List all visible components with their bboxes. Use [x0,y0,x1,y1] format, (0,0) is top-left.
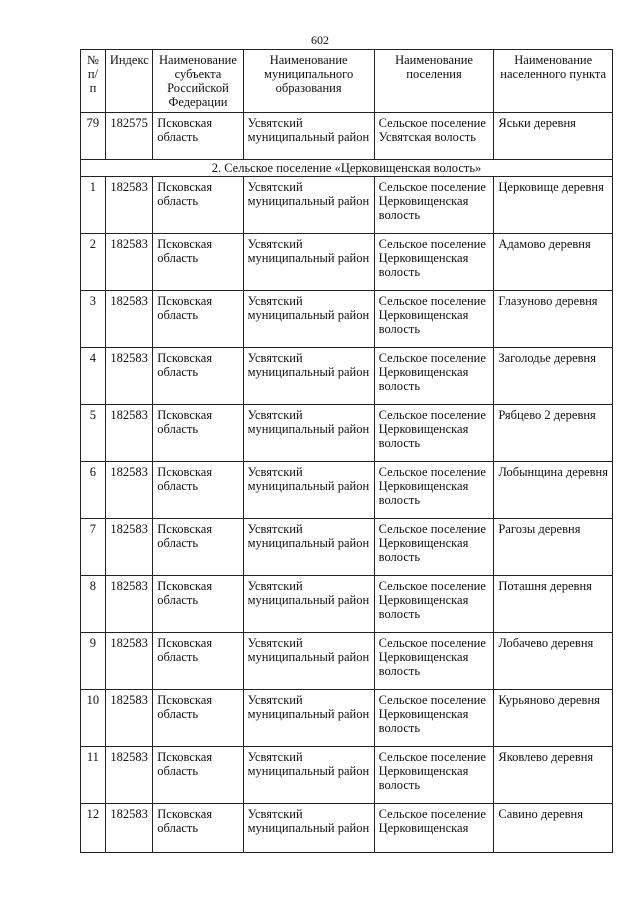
table-row [81,747,613,804]
cell-num: 1 [81,177,106,234]
cell-settlement: Сельское поселение Церковищенская волость [374,291,494,348]
cell-settlement: Сельское поселение Церковищенская волость [374,348,494,405]
cell-subject: Псковская область [153,234,243,291]
table-row [81,462,613,519]
header-num: № п/п [81,50,106,113]
cell-locality: Курьяново деревня [494,690,613,747]
cell-num: 79 [81,113,106,160]
cell-settlement: Сельское поселение Церковищенская волость [374,405,494,462]
cell-locality: Яськи деревня [494,113,613,160]
cell-index: 182583 [105,177,152,234]
cell-municipal: Усвятский муниципальный район [243,291,374,348]
cell-subject: Псковская область [153,177,243,234]
cell-locality: Рябцево 2 деревня [494,405,613,462]
cell-num: 8 [81,576,106,633]
cell-subject: Псковская область [153,519,243,576]
section-title: 2. Сельское поселение «Церковищенская волость» [81,160,613,177]
cell-municipal: Усвятский муниципальный район [243,234,374,291]
cell-subject: Псковская область [153,633,243,690]
cell-index: 182583 [105,576,152,633]
cell-locality: Глазуново деревня [494,291,613,348]
section-row [81,160,613,177]
table-row [81,177,613,234]
cell-settlement: Сельское поселение Церковищенская волость [374,462,494,519]
cell-subject: Псковская область [153,405,243,462]
cell-index: 182583 [105,804,152,853]
cell-municipal: Усвятский муниципальный район [243,113,374,160]
cell-settlement: Сельское поселение Церковищенская волость [374,633,494,690]
table-row [81,348,613,405]
cell-municipal: Усвятский муниципальный район [243,462,374,519]
table-row [81,234,613,291]
cell-num: 6 [81,462,106,519]
cell-num: 10 [81,690,106,747]
header-subject: Наименование субъекта Российской Федерации [153,50,243,113]
cell-index: 182583 [105,348,152,405]
cell-settlement: Сельское поселение Церковищенская волость [374,234,494,291]
cell-municipal: Усвятский муниципальный район [243,633,374,690]
cell-locality: Савино деревня [494,804,613,853]
cell-num: 9 [81,633,106,690]
cell-num: 12 [81,804,106,853]
cell-num: 11 [81,747,106,804]
cell-subject: Псковская область [153,576,243,633]
cell-locality: Поташня деревня [494,576,613,633]
table-row [81,690,613,747]
table-row [81,519,613,576]
cell-subject: Псковская область [153,690,243,747]
cell-settlement: Сельское поселение Церковищенская волость [374,177,494,234]
cell-num: 5 [81,405,106,462]
cell-settlement: Сельское поселение Усвятская волость [374,113,494,160]
cell-locality: Лобачево деревня [494,633,613,690]
cell-num: 2 [81,234,106,291]
table-row [81,576,613,633]
cell-locality: Яковлево деревня [494,747,613,804]
header-locality: Наименование населенного пункта [494,50,613,113]
cell-subject: Псковская область [153,804,243,853]
cell-municipal: Усвятский муниципальный район [243,348,374,405]
cell-num: 4 [81,348,106,405]
header-settlement: Наименование поселения [374,50,494,113]
cell-index: 182583 [105,291,152,348]
table-header-row [81,50,613,113]
table-row [81,804,613,853]
cell-locality: Рагозы деревня [494,519,613,576]
cell-subject: Псковская область [153,113,243,160]
cell-index: 182583 [105,519,152,576]
table-row [81,405,613,462]
cell-index: 182583 [105,690,152,747]
cell-subject: Псковская область [153,291,243,348]
table-row [81,633,613,690]
cell-settlement: Сельское поселение Церковищенская волость [374,519,494,576]
cell-settlement: Сельское поселение Церковищенская волость [374,747,494,804]
cell-subject: Псковская область [153,348,243,405]
header-municipal: Наименование муниципального образования [243,50,374,113]
cell-municipal: Усвятский муниципальный район [243,747,374,804]
cell-municipal: Усвятский муниципальный район [243,177,374,234]
cell-settlement: Сельское поселение Церковищенская волость [374,690,494,747]
cell-municipal: Усвятский муниципальный район [243,690,374,747]
cell-index: 182583 [105,405,152,462]
cell-num: 7 [81,519,106,576]
cell-index: 182583 [105,234,152,291]
cell-municipal: Усвятский муниципальный район [243,405,374,462]
cell-locality: Лобынщина деревня [494,462,613,519]
cell-municipal: Усвятский муниципальный район [243,804,374,853]
cell-num: 3 [81,291,106,348]
header-index: Индекс [105,50,152,113]
cell-locality: Церковище деревня [494,177,613,234]
cell-subject: Псковская область [153,462,243,519]
table-row [81,113,613,160]
cell-index: 182583 [105,633,152,690]
table-row [81,291,613,348]
cell-locality: Адамово деревня [494,234,613,291]
cell-locality: Заголодье деревня [494,348,613,405]
page-number: 602 [311,33,329,47]
cell-subject: Псковская область [153,747,243,804]
localities-table [80,49,613,853]
cell-index: 182583 [105,462,152,519]
cell-municipal: Усвятский муниципальный район [243,576,374,633]
cell-settlement: Сельское поселение Церковищенская [374,804,494,853]
cell-municipal: Усвятский муниципальный район [243,519,374,576]
cell-settlement: Сельское поселение Церковищенская волость [374,576,494,633]
cell-index: 182583 [105,747,152,804]
cell-index: 182575 [105,113,152,160]
